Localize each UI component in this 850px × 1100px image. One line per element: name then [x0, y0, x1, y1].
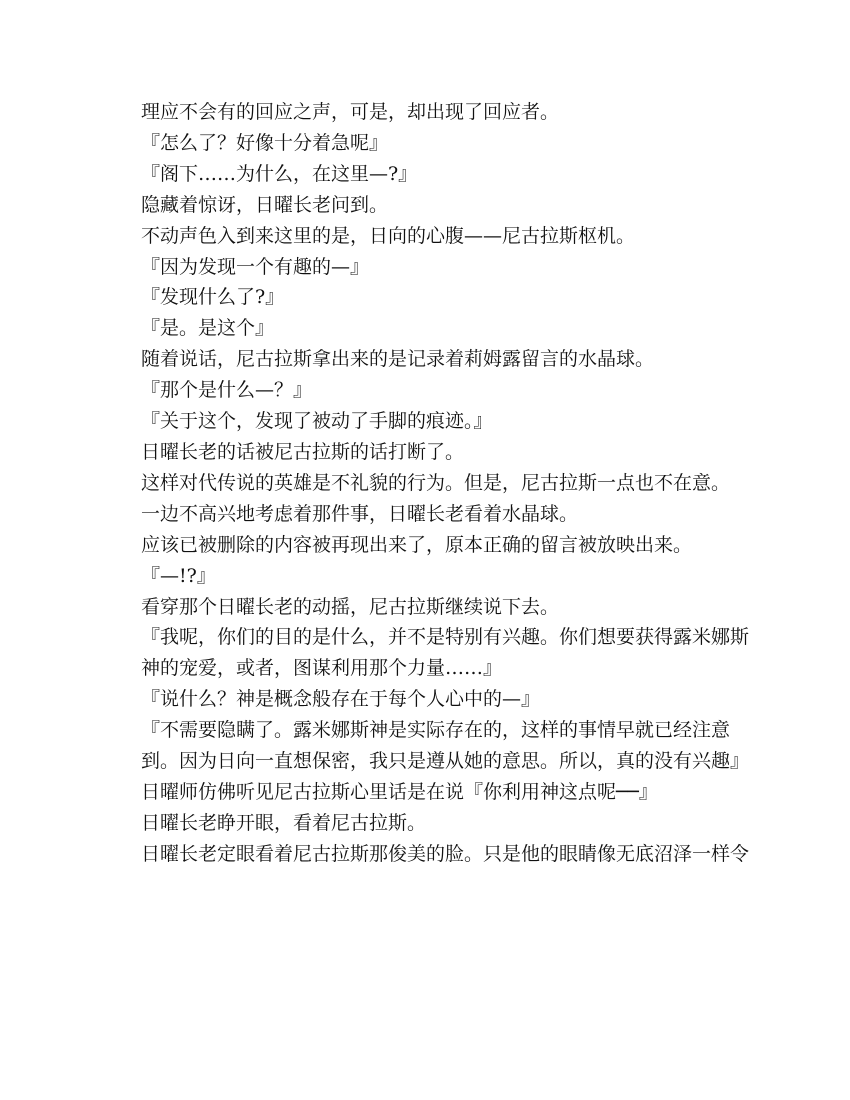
paragraph: 一边不高兴地考虑着那件事，日曜长老看着水晶球。	[141, 502, 579, 525]
paragraph: 不动声色入到来这里的是，日向的心腹——尼古拉斯枢机。	[141, 224, 636, 247]
paragraph: 神的宠爱，或者，图谋利用那个力量……』	[141, 657, 503, 680]
paragraph: 『发现什么了?』	[141, 286, 285, 309]
paragraph: 理应不会有的回应之声，可是，却出现了回应者。	[141, 101, 560, 123]
paragraph: 这样对代传说的英雄是不礼貌的行为。但是，尼古拉斯一点也不在意。	[141, 471, 731, 494]
paragraph: 日曜长老睁开眼，看着尼古拉斯。	[141, 811, 427, 834]
paragraph: 看穿那个日曜长老的动摇，尼古拉斯继续说下去。	[141, 595, 560, 618]
paragraph: 隐藏着惊讶，日曜长老问到。	[141, 193, 389, 216]
paragraph: 『阁下……为什么，在这里—?』	[141, 162, 418, 185]
paragraph: 『说什么？神是概念般存在于每个人心中的—』	[141, 688, 541, 711]
paragraph: 『关于这个，发现了被动了手脚的痕迹。』	[141, 410, 493, 433]
paragraph: 日曜师仿佛听见尼古拉斯心里话是在说『你利用神这点呢──』	[141, 780, 658, 803]
paragraph: 『那个是什么—？』	[141, 379, 313, 402]
paragraph: 日曜长老定眼看着尼古拉斯那俊美的脸。只是他的眼睛像无底沼泽一样令	[141, 842, 750, 865]
paragraph: 『不需要隐瞒了。露米娜斯神是实际存在的，这样的事情早就已经注意	[141, 719, 731, 742]
paragraph: 『怎么了？好像十分着急呢』	[141, 131, 389, 154]
paragraph: 到。因为日向一直想保密，我只是遵从她的意思。所以，真的没有兴趣』	[141, 750, 750, 773]
paragraph: 『—!?』	[141, 564, 216, 587]
body-text	[101, 97, 751, 870]
paragraph: 日曜长老的话被尼古拉斯的话打断了。	[141, 440, 465, 463]
paragraph: 随着说话，尼古拉斯拿出来的是记录着莉姆露留言的水晶球。	[141, 348, 655, 371]
paragraph: 『是。是这个』	[141, 317, 275, 340]
paragraph: 『因为发现一个有趣的—』	[141, 255, 370, 278]
paragraph: 『我呢，你们的目的是什么，并不是特别有兴趣。你们想要获得露米娜斯	[141, 626, 750, 649]
paragraph: 应该已被删除的内容被再现出来了，原本正确的留言被放映出来。	[141, 533, 693, 556]
